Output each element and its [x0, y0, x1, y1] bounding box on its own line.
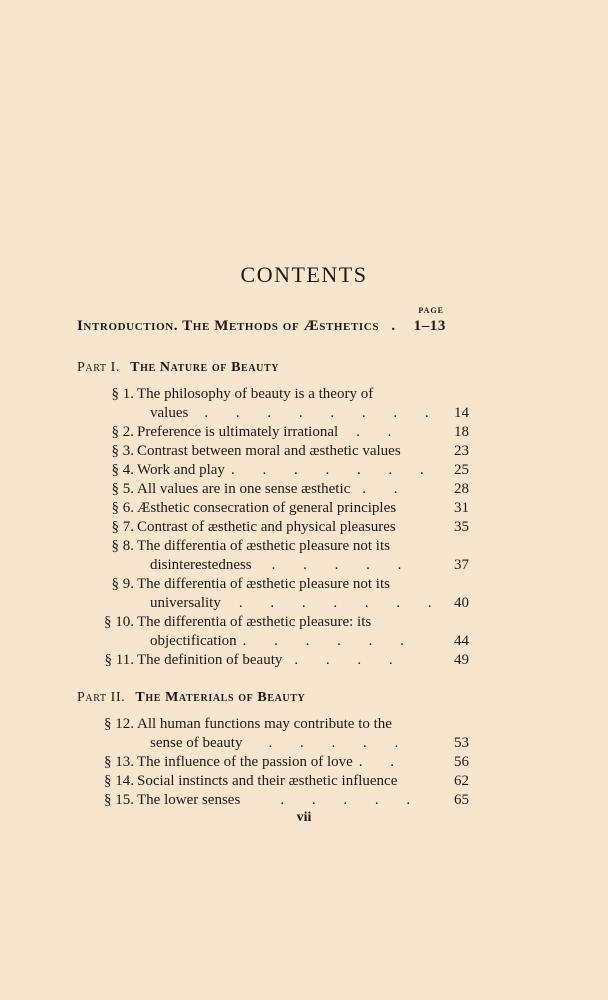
part-name: The Nature of Beauty	[130, 360, 280, 375]
entry-page: 14	[454, 405, 469, 421]
entry-page: 18	[454, 424, 469, 440]
leader-dots: . . . . .	[271, 557, 414, 573]
section-number: § 1.	[111, 386, 134, 402]
leader-dots: . . . .	[294, 652, 405, 668]
entry-title: Work and play . . . . . . .	[137, 462, 436, 478]
entry-page: 40	[454, 595, 469, 611]
entry-page: 28	[454, 481, 469, 497]
part-name: The Materials of Beauty	[135, 690, 306, 705]
entry-page: 56	[454, 754, 469, 770]
entry-title: The definition of beauty . . . .	[137, 652, 405, 668]
entry-title: All values are in one sense æsthetic . .	[137, 481, 410, 497]
section-number: § 10.	[104, 614, 134, 630]
entry-title: The differentia of æsthetic pleasure not its	[137, 538, 390, 554]
entry-title-continued: disinterestedness . . . . .	[150, 557, 414, 573]
page-title: CONTENTS	[240, 262, 368, 287]
entry-page: 65	[454, 792, 469, 808]
section-number: § 7.	[111, 519, 134, 535]
entry-title: The lower senses . . . . .	[137, 792, 423, 808]
toc-introduction	[77, 318, 446, 335]
leader-dots: . .	[358, 754, 407, 770]
page-column-header: PAGE	[418, 306, 444, 315]
part-label: Part I.	[77, 360, 121, 375]
entry-title-continued: objectification . . . . . .	[150, 633, 416, 649]
section-number: § 12.	[104, 716, 134, 732]
entry-page: 53	[454, 735, 469, 751]
entry-title: The differentia of æsthetic pleasure not its	[137, 576, 390, 592]
section-number: § 14.	[104, 773, 134, 789]
entry-title: Æsthetic consecration of general principles	[137, 500, 397, 516]
entry-page: 44	[454, 633, 469, 649]
entry-title: Social instincts and their æsthetic influence	[137, 773, 398, 789]
leader-dots: . . . . . .	[242, 633, 416, 649]
entry-title: The influence of the passion of love . .	[137, 754, 407, 770]
part-label: Part II.	[77, 690, 126, 705]
entry-title: All human functions may contribute to the	[137, 716, 392, 732]
section-number: § 9.	[111, 576, 134, 592]
entry-page: 49	[454, 652, 469, 668]
introduction-pages: 1–13	[413, 318, 446, 334]
entry-page: 35	[454, 519, 469, 535]
section-number: § 8.	[111, 538, 134, 554]
section-number: § 15.	[104, 792, 134, 808]
entry-title-continued: sense of beauty . . . . .	[150, 735, 411, 751]
part-heading	[77, 360, 279, 376]
part-heading	[77, 690, 305, 706]
entry-page: 37	[454, 557, 469, 573]
section-number: § 11.	[104, 652, 134, 668]
section-number: § 6.	[111, 500, 134, 516]
leader-dots: . . . . . . .	[230, 462, 436, 478]
leader-dots: . . . . . . . .	[204, 405, 441, 421]
entry-title: The differentia of æsthetic pleasure: its	[137, 614, 372, 630]
entry-title: The philosophy of beauty is a theory of	[137, 386, 374, 402]
introduction-label: Introduction. The Methods of Æsthetics	[77, 318, 380, 334]
entry-title-continued: universality . . . . . . .	[150, 595, 444, 611]
entry-page: 62	[454, 773, 469, 789]
entry-title: Preference is ultimately irrational . .	[137, 424, 404, 440]
introduction-dot: .	[391, 318, 396, 334]
section-number: § 13.	[104, 754, 134, 770]
leader-dots: . . . . .	[280, 792, 423, 808]
section-number: § 2.	[111, 424, 134, 440]
leader-dots: . . . . .	[268, 735, 411, 751]
entry-page: 31	[454, 500, 469, 516]
leader-dots: . .	[362, 481, 410, 497]
section-number: § 4.	[111, 462, 134, 478]
entry-page: 25	[454, 462, 469, 478]
leader-dots: . . . . . . .	[238, 595, 444, 611]
leader-dots: . .	[356, 424, 404, 440]
entry-title-continued: values . . . . . . . .	[150, 405, 441, 421]
entry-title: Contrast of æsthetic and physical pleasures	[137, 519, 396, 535]
section-number: § 3.	[111, 443, 134, 459]
entry-title: Contrast between moral and æsthetic values	[137, 443, 401, 459]
section-number: § 5.	[111, 481, 134, 497]
entry-page: 23	[454, 443, 469, 459]
page-folio: vii	[296, 810, 312, 825]
